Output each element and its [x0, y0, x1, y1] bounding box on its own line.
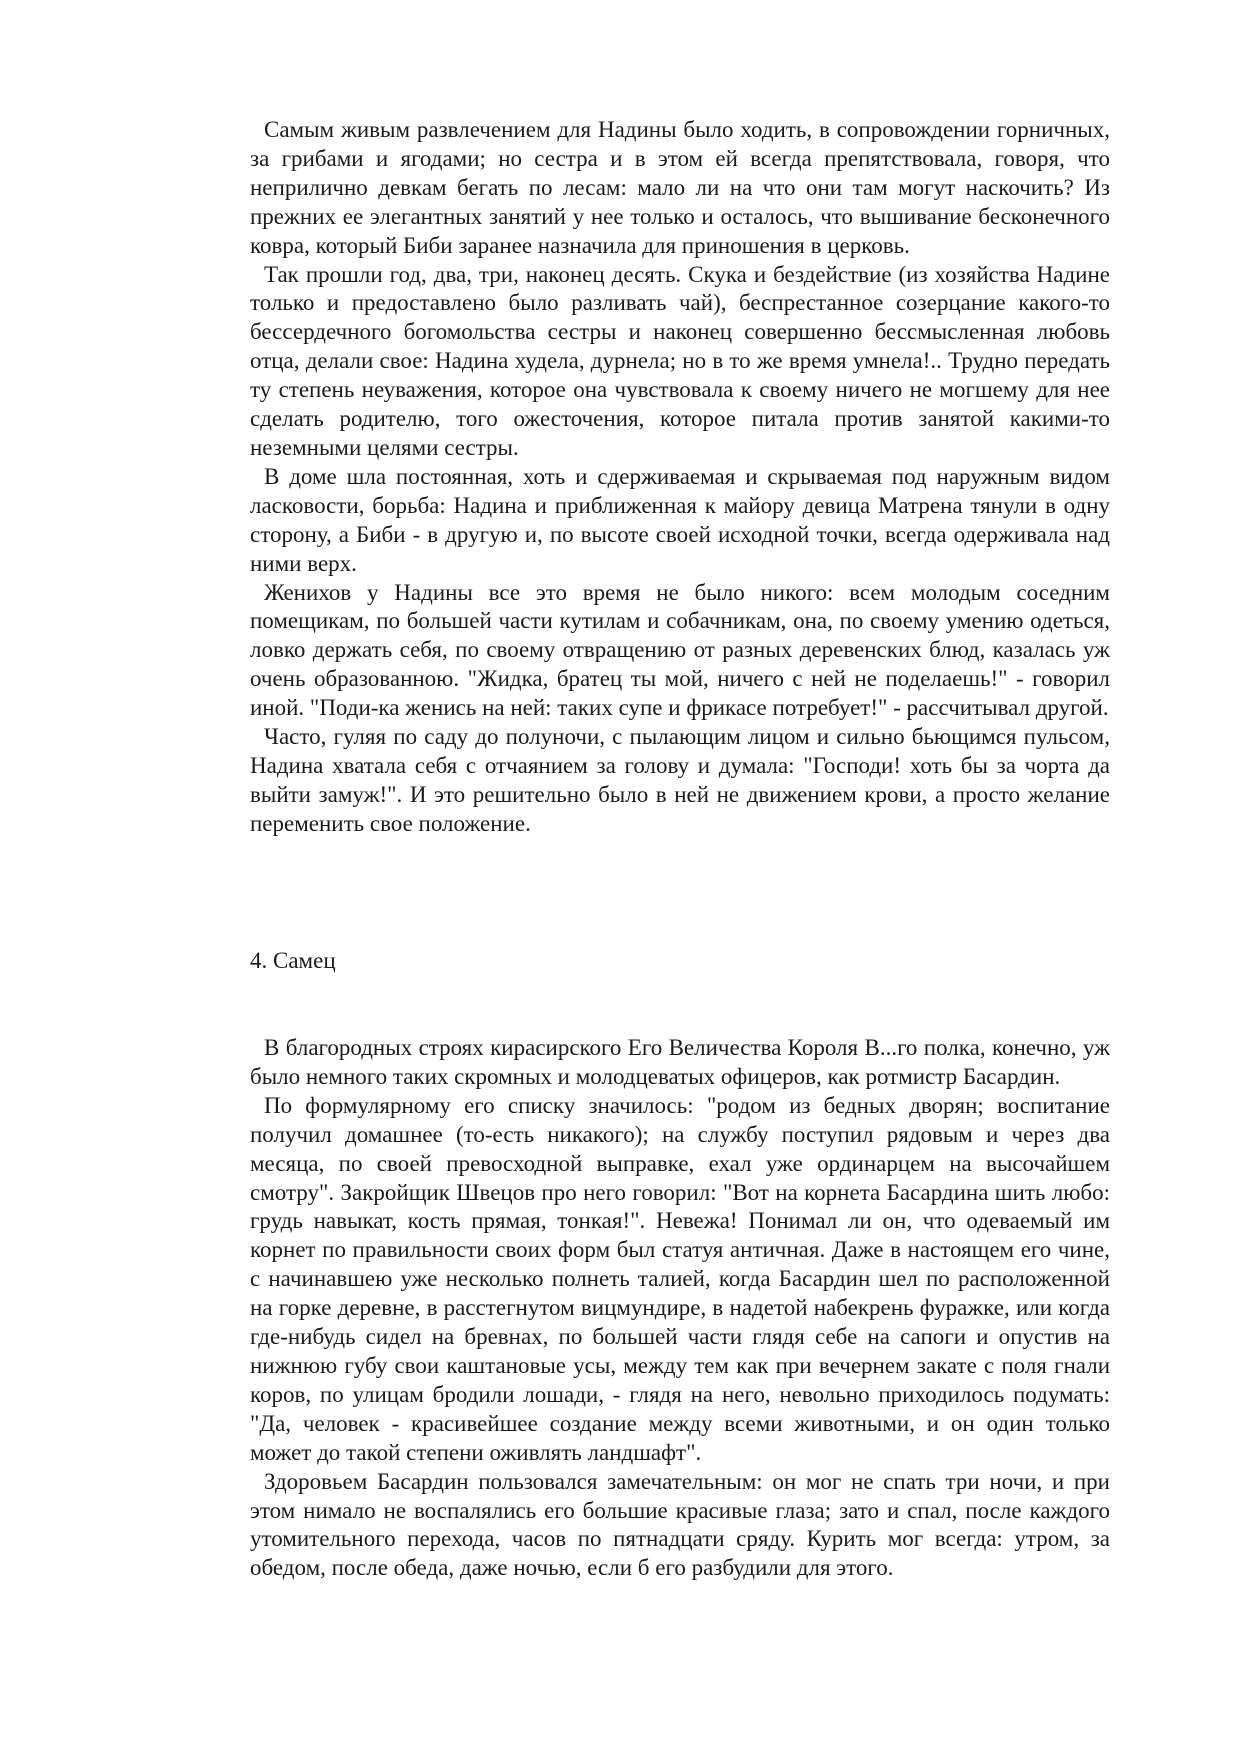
- paragraph: Так прошли год, два, три, наконец десять. Скука и бездействие (из хозяйства Надине только и предоставлено было разливать чай), беспрестанное созерцание какого-то бессердечного богомольства сестры и наконец совершенно бессмысленная любовь отца, делали свое: Надина худела, дурнела; но в то же время умнела!.. Трудно передать ту степень неуважения, которое она чувствовала к своему ничего не могшему для нее сделать родителю, того ожесточения, которое питала против занятой какими-то неземными целями сестры.: [250, 261, 1110, 460]
- paragraph: В доме шла постоянная, хоть и сдерживаемая и скрываемая под наружным видом ласковости, борьба: Надина и приближенная к майору девица Матрена тянули в одну сторону, а Биби - в другую и, по высоте своей исходной точки, всегда одерживала над ними верх.: [250, 463, 1110, 576]
- paragraph: Самым живым развлечением для Надины было ходить, в сопровождении горничных, за грибами и ягодами; но сестра и в этом ей всегда препятствовала, говоря, что неприлично девкам бегать по лесам: мало ли на что они там могут наскочить? Из прежних ее элегантных занятий у нее только и осталось, что вышивание бесконечного ковра, который Биби заранее назначила для приношения в церковь.: [250, 117, 1110, 258]
- paragraph: По формулярному его списку значилось: "родом из бедных дворян; воспитание получил домашнее (то-есть никакого); на службу поступил рядовым и через два месяца, по своей превосходной выправке, ехал уже ординарцем на высочайшем смотру". Закройщик Швецов про него говорил: "Вот на корнета Басардина шить любо: грудь навыкат, кость прямая, тонкая!". Невежа! Понимал ли он, что одеваемый им корнет по правильности своих форм был статуя античная. Даже в настоящем его чине, с начинавшею уже несколько полнеть талией, когда Басардин шел по расположенной на горке деревне, в расстегнутом вицмундире, в надетой набекрень фуражке, или когда где-нибудь сидел на бревнах, по большей части глядя себе на сапоги и опустив на нижнюю губу свои каштановые усы, между тем как при вечернем закате с поля гнали коров, по улицам бродили лошади, - глядя на него, невольно приходилось подумать: "Да, человек - красивейшее создание между всеми животными, и он один только может до такой степени оживлять ландшафт".: [250, 1092, 1110, 1465]
- paragraph: Женихов у Надины все это время не было никого: всем молодым соседним помещикам, по большей части кутилам и собачникам, она, по своему умению одеться, ловко держать себя, по своему отвращению от разных деревенских блюд, казалась уж очень образованною. "Жидка, братец ты мой, ничего с ней не поделаешь!" - говорил иной. "Поди-ка женись на ней: таких супе и фрикасе потребует!" - рассчитывал другой.: [250, 579, 1110, 721]
- section-2-text: [250, 1034, 1110, 1583]
- paragraph: Часто, гуляя по саду до полуночи, с пылающим лицом и сильно бьющимся пульсом, Надина хватала себя с отчаянием за голову и думала: "Господи! хоть бы за чорта да выйти замуж!". И это решительно было в ней не движением крови, а просто желание переменить свое положение.: [250, 724, 1110, 836]
- paragraph: В благородных строях кирасирского Его Величества Короля В...го полка, конечно, уж было немного таких скромных и молодцеватых офицеров, как ротмистр Басардин.: [250, 1035, 1110, 1089]
- chapter-heading: 4. Самец: [250, 948, 336, 973]
- section-1-text: [250, 116, 1110, 839]
- paragraph: Здоровьем Басардин пользовался замечательным: он мог не спать три ночи, и при этом нимало не воспалялись его большие красивые глаза; зато и спал, после каждого утомительного перехода, часов по пятнадцати сряду. Курить мог всегда: утром, за обедом, после обеда, даже ночью, если б его разбудили для этого.: [250, 1468, 1110, 1581]
